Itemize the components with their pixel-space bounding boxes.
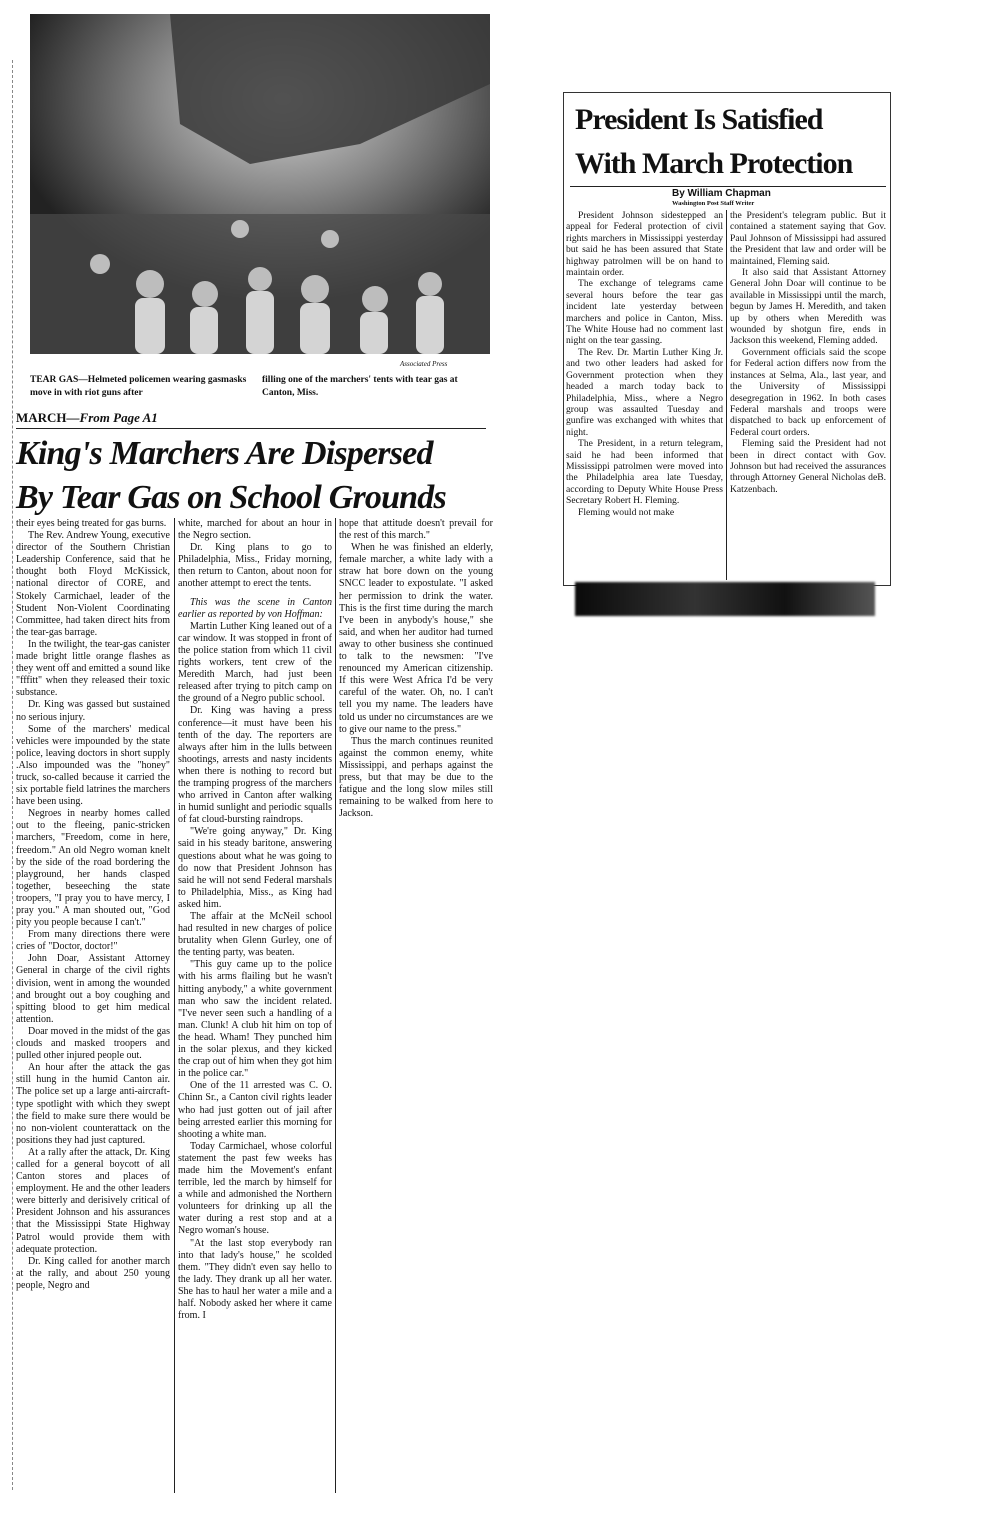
kicker-bold: MARCH (16, 410, 67, 425)
col2-para: Dr. King was having a press conference—it must have been his tenth of the day. The reporters are always after him in the lulls between shootings, arrests and nasty incidents when there is nothing to record but the tramping progress of the marchers who arrived in Canton after walking in humid sunlight and periodic squalls of fat cloud-bursting raindrops. (178, 705, 332, 826)
sidebar-headline (575, 98, 885, 186)
sidebar-col1-para: President Johnson sidestepped an appeal for Federal protection of civil rights marchers in Mississippi yesterday but said he has been assured that State highway patrolmen will be on hand to maintain order. (566, 210, 723, 279)
col2-italic-note: This was the scene in Canton earlier as reported by von Hoffman: (178, 596, 332, 620)
sidebar-column-2 (730, 210, 886, 495)
col1-para: From many directions there were cries of "Doctor, doctor!" (16, 929, 170, 953)
col1-para: Negroes in nearby homes called out to the fleeing, panic-stricken marchers, "Freedom, come in here, freedom." An old Negro woman knelt by the side of the road bordering the playground, her hands clasped together, beseeching the state troopers, "I pray you to have mercy, I pray you." A man shouted out, "God pity you people because I can't." (16, 808, 170, 929)
sidebar-rule (570, 186, 886, 187)
article-column-2 (178, 518, 332, 1322)
article-column-3 (339, 518, 493, 820)
article-column-1 (16, 518, 170, 1292)
headline-rule (16, 428, 486, 429)
photo-caption-left: TEAR GAS—Helmeted policemen wearing gasmasks move in with riot guns after (30, 375, 247, 398)
photo-credit: Associated Press (400, 360, 448, 368)
col1-para: their eyes being treated for gas burns. (16, 518, 167, 529)
sidebar-headline-line1: President Is Satisfied (575, 103, 823, 136)
col1-para: Dr. King was gassed but sustained no serious injury. (16, 699, 170, 723)
col2-para: The affair at the McNeil school had resulted in new charges of police brutality when Glenn Gurley, one of the tenting party, was beaten. (178, 911, 332, 959)
main-headline-line1: King's Marchers Are Dispersed (16, 435, 433, 472)
sidebar-column-rule (726, 210, 727, 580)
sidebar-byline: By William Chapman (672, 188, 771, 199)
column-rule-1 (174, 518, 175, 1493)
sidebar-col2-para: the President's telegram public. But it contained a statement saying that Gov. Paul Johnson of Mississippi had assured the President that law and order will be maintained, Fleming said. (730, 210, 886, 267)
col1-para: In the twilight, the tear-gas canister made bright little orange flashes as they went off and emitted a sound like "fffitt" when they released their toxic substance. (16, 638, 170, 699)
col1-para: An hour after the attack the gas still hung in the humid Canton air. The police set up a large anti-aircraft-type spotlight with which they swept the field to make sure there would be no non-violent counterattack on the positions they had just captured. (16, 1062, 170, 1146)
sidebar-col1-para: The exchange of telegrams came several hours before the tear gas incident late yesterday between marchers and police in Canton, Miss. The White House had no comment last night on the tear gassing. (566, 278, 723, 347)
sidebar-col2-para: Fleming said the President had not been in direct contact with Gov. Johnson but had received the assurances through Attorney General Nicholas deB. Katzenbach. (730, 438, 886, 495)
kicker (16, 410, 158, 426)
col1-para: Some of the marchers' medical vehicles were impounded by the state police, leaving doctors in short supply .Also impounded was the "honey" truck, so-called because it carried the six portable field latrines the marchers have been using. (16, 723, 170, 808)
sidebar-bytitle: Washington Post Staff Writer (672, 200, 755, 207)
col3-para: hope that attitude doesn't prevail for the rest of this march." (339, 518, 493, 542)
col2-para: Dr. King plans to go to Philadelphia, Miss., Friday morning, then return to Canton, about noon for another attempt to erect the tents. (178, 542, 332, 590)
main-headline (16, 432, 496, 520)
col3-para: When he was finished an elderly, female marcher, a white lady with a straw hat bore down on the young SNCC leader to expostulate. "I asked her permission to drink the water. This is the first time during the march I've been in anybody's house," she said, and when her auditor had turned away to other business she continued to talk to the newsmen: "I've renounced my American citizenship. If this were West Africa I'd be very careful of the water. Oh, no. I can't tell you my name. The leaders have told us under no circumstances are we to give our name to the press." (339, 542, 493, 735)
col1-para: Doar moved in the midst of the gas clouds and masked troopers and pulled other injured people out. (16, 1025, 170, 1062)
col1-para: At a rally after the attack, Dr. King called for a general boycott of all Canton stores and places of employment. He and the other leaders were bitterly and derisively critical of President Johnson and his assurances that the Mississippi State Highway Patrol would provide them with adequate protection. (16, 1146, 170, 1255)
col1-para: Dr. King called for another march at the rally, and about 250 young people, Negro and (16, 1255, 170, 1291)
main-headline-line2: By Tear Gas on School Grounds (16, 479, 446, 516)
col2-para: "This guy came up to the police with his arms flailing but he wasn't hitting anybody," a white government man who saw the incident related. "I've never seen such a handling of a man. Clunk! A club hit him on top of the head. Wham! They punched him in the solar plexus, and they kicked the crap out of him when they got him in the police car." (178, 959, 332, 1080)
sidebar-col2-para: Government officials said the scope for Federal action differs now from the instances at Selma, Ala., last year, and the University of Mississippi desegregation in 1962. In both cases Federal marshals and troops were dispatched to back up enforcement of Federal court orders. (730, 346, 886, 438)
col2-para: Today Carmichael, whose colorful statement the past few weeks has made him the Movement's enfant terrible, led the march by himself for a while and admonished the Northern volunteers for drinking up all the water during a rest stop and at a Negro woman's house. (178, 1140, 332, 1237)
col1-para: The Rev. Andrew Young, executive director of the Southern Christian Leadership Conference, said that he thought both Floyd McKissick, national director of CORE, and Stokely Carmichael, leader of the Student Non-Violent Coordinating Committee, had taken direct hits from the tear-gas barrage. (16, 530, 170, 638)
tear-gas-photo (30, 14, 490, 354)
col2-para: "At the last stop everybody ran into that lady's house," he scolded them. "They didn't even say hello to the lady. They drank up all her water. She has to haul her water a mile and a half. Nobody asked her where it came from. I (178, 1237, 332, 1322)
sidebar-column-1 (566, 210, 723, 518)
photo-caption-right: filling one of the marchers' tents with tear gas at Canton, Miss. (262, 375, 458, 398)
col2-para: Martin Luther King leaned out of a car window. It was stopped in front of the police station from which 11 civil rights workers, tent crew of the Meredith March, had just been released after trying to pitch camp on the ground of a Negro public school. (178, 620, 332, 705)
sidebar-col1-para: The Rev. Dr. Martin Luther King Jr. and two other leaders had asked for Government protection when they headed a march today back to Philadelphia, Miss., where a Negro group was assaulted Tuesday and gunfire was exchanged with whites that night. (566, 346, 723, 438)
column-rule-2 (335, 518, 336, 1493)
col2-para: white, marched for about an hour in the Negro section. (178, 518, 332, 542)
sidebar-col1-para: Fleming would not make (578, 506, 675, 518)
scan-margin (0, 60, 13, 1490)
col2-para: "We're going anyway," Dr. King said in his steady baritone, answering questions about what he was going to do now that President Johnson has said he will not send Federal marshals to Philadelphia, Miss., as King had asked him. (178, 826, 332, 910)
col3-para: Thus the march continues reunited against the common enemy, white Mississippi, and perhaps against the press, but that may be due to the fatigue and the long slow miles still remaining to be walked from here to Jackson. (339, 735, 493, 820)
scan-smudge (575, 582, 875, 616)
sidebar-col1-para: The President, in a return telegram, said he had been informed that Mississippi patrolmen were moved into the Philadelphia area late Tuesday, according to Deputy White House Press Secretary Robert H. Fleming. (566, 438, 723, 507)
kicker-rest: —From Page A1 (66, 410, 158, 425)
col1-para: John Doar, Assistant Attorney General in charge of the civil rights division, went in among the wounded and brought out a boy coughing and spitting blood to get him medical attention. (16, 953, 170, 1025)
col2-para: One of the 11 arrested was C. O. Chinn Sr., a Canton civil rights leader who had just gotten out of jail after being arrested earlier this morning for shooting a white man. (178, 1080, 332, 1140)
sidebar-col2-para: It also said that Assistant Attorney General John Doar will continue to be available in Mississippi until the march, begun by James H. Meredith, and taken up by others when Meredith was wounded by shotgun fire, ends in Jackson this weekend, Fleming added. (730, 267, 886, 347)
sidebar-headline-line2: With March Protection (575, 147, 853, 180)
